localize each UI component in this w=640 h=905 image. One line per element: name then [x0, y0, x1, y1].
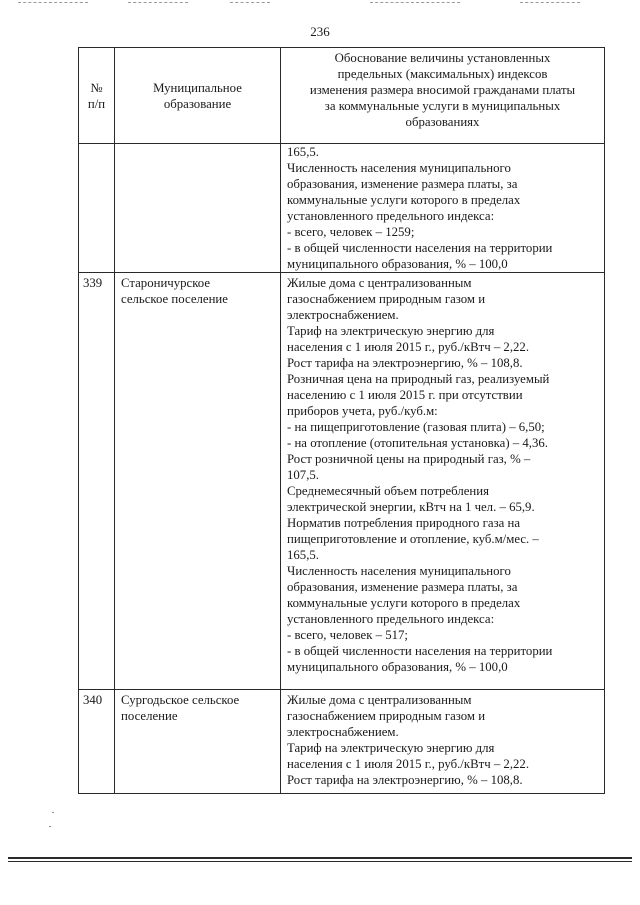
municipality-line: Староничурское [121, 276, 211, 290]
justification-line: муниципального образования, % – 100,0 [287, 660, 508, 674]
justification-line: электроснабжением. [287, 725, 399, 739]
header-text: предельных (максимальных) индексов [337, 67, 548, 81]
row-municipality [115, 144, 281, 273]
justification-line: газоснабжением природным газом и [287, 709, 486, 723]
justification-line: газоснабжением природным газом и [287, 292, 486, 306]
row-number: 340 [79, 690, 115, 794]
header-text: № [90, 80, 103, 95]
municipality-line: Сургодьское сельское [121, 693, 240, 707]
justification-line: Жилые дома с централизованным [287, 693, 472, 707]
justification-line: Тариф на электрическую энергию для [287, 324, 495, 338]
header-justification [281, 48, 605, 144]
row-justification [281, 273, 605, 690]
justification-line: - в общей численности населения на территории [287, 644, 553, 658]
justification-line: образования, изменение размера платы, за [287, 580, 518, 594]
justification-line: Тариф на электрическую энергию для [287, 741, 495, 755]
justification-line: населению с 1 июля 2015 г. при отсутствии [287, 388, 523, 402]
header-text: Обоснование величины установленных [334, 51, 551, 65]
header-text: образование [163, 96, 232, 111]
justification-line: коммунальные услуги которого в пределах [287, 193, 521, 207]
scan-speck [52, 812, 54, 813]
justification-line: приборов учета, руб./куб.м: [287, 404, 438, 418]
scan-edge-mark [520, 2, 580, 3]
header-municipality [115, 48, 281, 144]
justification-line: Рост тарифа на электроэнергию, % – 108,8. [287, 356, 523, 370]
scan-edge-mark [128, 2, 188, 3]
table-row [79, 690, 605, 794]
justification-line: Жилые дома с централизованным [287, 276, 472, 290]
scan-edge-mark [230, 2, 270, 3]
header-text: п/п [87, 96, 106, 111]
table-header-row [79, 48, 605, 144]
justification-line: образования, изменение размера платы, за [287, 177, 518, 191]
justification-line: - всего, человек – 517; [287, 628, 408, 642]
scan-edge-mark [370, 2, 460, 3]
justification-line: Численность населения муниципального [287, 161, 511, 175]
header-text: за коммунальные услуги в муниципальных [324, 99, 561, 113]
justification-line: установленного предельного индекса: [287, 612, 495, 626]
municipality-line: сельское поселение [121, 292, 228, 306]
row-number: 339 [79, 273, 115, 690]
table-row [79, 273, 605, 690]
justification-line: 107,5. [287, 468, 319, 482]
justification-line: Среднемесячный объем потребления [287, 484, 490, 498]
scan-speck [49, 826, 51, 827]
justification-line: Рост розничной цены на природный газ, % – [287, 452, 531, 466]
scan-edge-mark [18, 2, 88, 3]
justification-line: Норматив потребления природного газа на [287, 516, 521, 530]
header-number [79, 48, 115, 144]
header-text: образованиях [405, 115, 480, 129]
row-number [79, 144, 115, 273]
justification-line: - в общей численности населения на территории [287, 241, 553, 255]
page-bottom-rule [8, 857, 632, 859]
justification-line: населения с 1 июля 2015 г., руб./кВтч – 2,22. [287, 340, 530, 354]
justification-line: пищеприготовление и отопление, куб.м/мес. – [287, 532, 539, 546]
page-number: 236 [310, 24, 330, 39]
justification-line: - на отопление (отопительная установка) – 4,36. [287, 436, 548, 450]
table-row [79, 144, 605, 273]
justification-line: муниципального образования, % – 100,0 [287, 257, 508, 271]
justification-line: Численность населения муниципального [287, 564, 511, 578]
justification-line: электроснабжением. [287, 308, 399, 322]
justification-line: установленного предельного индекса: [287, 209, 495, 223]
justification-line: Розничная цена на природный газ, реализуемый [287, 372, 550, 386]
justification-line: населения с 1 июля 2015 г., руб./кВтч – 2,22. [287, 757, 530, 771]
justification-line: - всего, человек – 1259; [287, 225, 415, 239]
justification-line: 165,5. [287, 548, 319, 562]
municipality-line: поселение [121, 709, 178, 723]
justification-line: Рост тарифа на электроэнергию, % – 108,8. [287, 773, 523, 787]
header-text: изменения размера вносимой гражданами платы [309, 83, 576, 97]
row-municipality [115, 273, 281, 690]
header-text: Муниципальное [153, 80, 242, 95]
row-justification [281, 144, 605, 273]
justification-line: - на пищеприготовление (газовая плита) – 6,50; [287, 420, 545, 434]
justification-line: коммунальные услуги которого в пределах [287, 596, 521, 610]
row-justification [281, 690, 605, 794]
justification-line: электрической энергии, кВтч на 1 чел. – 65,9. [287, 500, 535, 514]
page-bottom-rule [8, 861, 632, 862]
row-municipality [115, 690, 281, 794]
justification-line: 165,5. [287, 145, 319, 159]
tariff-table [78, 47, 605, 794]
